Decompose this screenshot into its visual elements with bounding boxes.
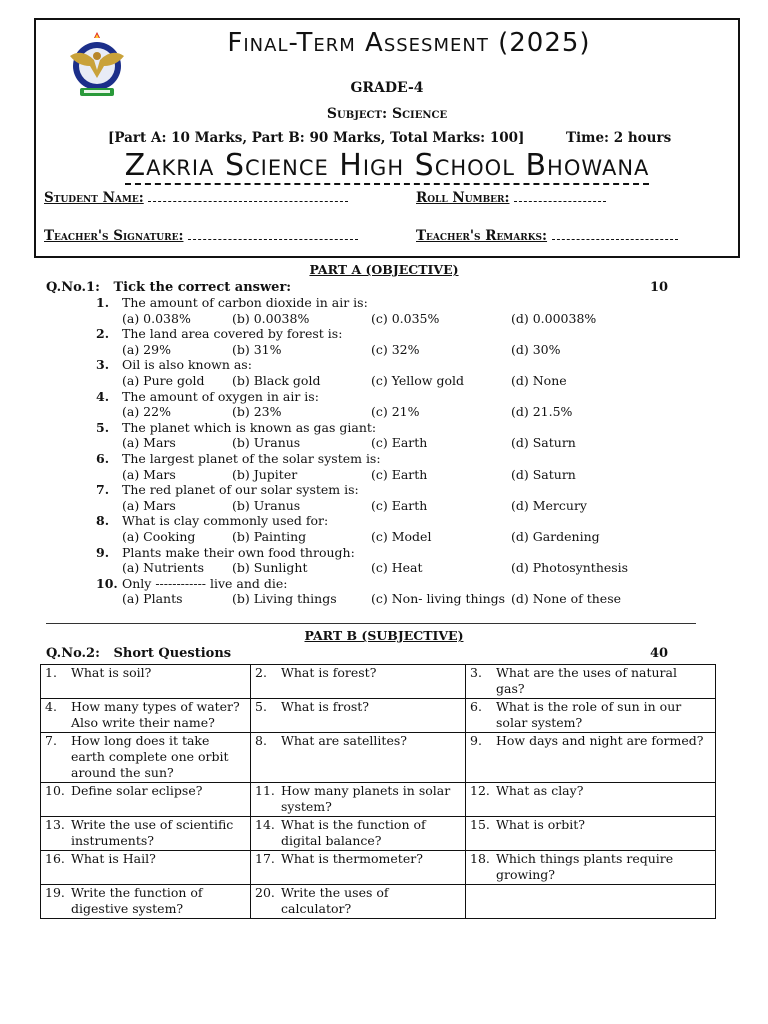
short-question-text: What is orbit? [496,817,585,832]
mcq-options [96,591,656,607]
mcq-options [96,560,656,576]
short-question-number: 4. [45,699,57,714]
short-question-cell [41,817,251,851]
short-question-cell [41,783,251,817]
short-question-text: What are the uses of natural gas? [496,665,677,696]
mcq-option-c[interactable]: (c) Earth [371,435,428,451]
mcq-option-d[interactable]: (d) 30% [511,341,561,357]
school-name [36,148,738,183]
mcq-option-a[interactable]: (a) Pure gold [122,372,205,388]
part-b-question-label: Q.No.2: [46,646,100,661]
mcq-option-c[interactable]: (c) Yellow gold [371,372,465,388]
student-name-blank[interactable] [148,191,348,202]
mcq-option-a[interactable]: (a) 29% [122,341,171,357]
teacher-signature-label: Teacher's Signature: [44,228,184,244]
short-question-number: 18. [470,851,490,866]
mcq-question-number: 6. [96,450,110,466]
mcq-option-b[interactable]: (b) Painting [232,528,307,544]
mcq-question-text: What is clay commonly used for: [122,513,329,529]
short-question-text: What is soil? [71,665,152,680]
mcq-option-c[interactable]: (c) 21% [371,404,420,420]
part-a-question-label: Q.No.1: [46,280,100,295]
mcq-option-a[interactable]: (a) 0.038% [122,310,191,326]
mcq-question [96,545,656,561]
mcq-question-text: The amount of carbon dioxide in air is: [122,295,368,310]
mcq-question-number: 3. [96,357,110,373]
short-question-cell [251,885,466,919]
teacher-remarks-label: Teacher's Remarks: [416,228,548,244]
table-row [41,665,716,699]
mcq-option-d[interactable]: (d) 0.00038% [511,310,597,326]
short-question-cell [41,665,251,699]
short-question-number: 14. [255,817,275,832]
short-question-number: 9. [470,733,482,748]
exam-title: Final-Term Assesment (2025) [227,28,591,58]
mcq-question-number: 10. [96,575,118,591]
short-question-cell [466,733,716,783]
mcq-question-text: The land area covered by forest is: [122,326,343,342]
short-question-number: 2. [255,665,267,680]
teacher-remarks-field [416,228,678,244]
short-question-cell [251,851,466,885]
short-question-text: Write the function of digestive system? [71,885,203,916]
part-a-title: PART A (OBJECTIVE) [309,262,459,277]
short-question-number: 17. [255,851,275,866]
short-question-cell [466,885,716,919]
short-question-number: 13. [45,817,65,832]
short-question-text: Define solar eclipse? [71,783,203,798]
short-question-text: How days and night are formed? [496,733,704,748]
short-question-cell [41,885,251,919]
short-question-cell [41,851,251,885]
table-row [41,733,716,783]
short-question-text: What is the role of sun in our solar system? [496,699,682,730]
mcq-question-number: 5. [96,419,110,435]
section-divider [46,623,696,624]
short-question-cell [466,783,716,817]
mcq-option-d[interactable]: (d) Saturn [511,466,576,482]
teacher-remarks-blank[interactable] [552,229,678,240]
mcq-option-c[interactable]: (c) Earth [371,497,428,513]
mcq-options [96,498,656,514]
short-question-number: 20. [255,885,275,900]
mcq-options [96,529,656,545]
mcq-question-number: 1. [96,295,110,310]
short-question-text: What is thermometer? [281,851,423,866]
mcq-options [96,373,656,389]
mcq-option-c[interactable]: (c) Heat [371,560,423,576]
short-question-text: What is frost? [281,699,370,714]
mcq-question-text: The red planet of our solar system is: [122,482,359,498]
table-row [41,783,716,817]
mcq-question [96,389,656,405]
mcq-question-text: Plants make their own food through: [122,544,355,560]
short-question-cell [251,783,466,817]
mcq-question-number: 4. [96,388,110,404]
short-question-cell [251,733,466,783]
mcq-question-number: 8. [96,513,110,529]
mcq-option-d[interactable]: (d) 21.5% [511,404,573,420]
mcq-option-a[interactable]: (a) Plants [122,591,183,607]
short-question-number: 8. [255,733,267,748]
roll-number-field [416,190,606,206]
mcq-option-d[interactable]: (d) Photosynthesis [511,560,629,576]
mcq-option-a[interactable]: (a) Cooking [122,528,196,544]
short-question-text: What are satellites? [281,733,407,748]
subject-label: Subject: Science [326,106,448,122]
mcq-question [96,513,656,529]
short-question-number: 7. [45,733,57,748]
table-row [41,817,716,851]
short-question-text: What as clay? [496,783,584,798]
mcq-question-number: 2. [96,326,110,342]
short-question-text: What is the function of digital balance? [281,817,426,848]
short-question-cell [466,851,716,885]
student-name-field [44,190,348,206]
mcq-option-d[interactable]: (d) None of these [511,591,622,607]
mcq-list [96,295,656,607]
short-question-number: 16. [45,851,65,866]
mcq-option-a[interactable]: (a) Mars [122,497,176,513]
short-question-number: 1. [45,665,57,680]
mcq-option-a[interactable]: (a) Mars [122,435,176,451]
mcq-question-text: The amount of oxygen in air is: [122,388,319,404]
short-question-number: 15. [470,817,490,832]
roll-number-label: Roll Number: [416,190,510,206]
mcq-option-b[interactable]: (b) Living things [232,591,337,607]
short-question-number: 6. [470,699,482,714]
short-question-number: 19. [45,885,65,900]
mcq-option-c[interactable]: (c) 32% [371,341,420,357]
mcq-options [96,435,656,451]
mcq-option-d[interactable]: (d) None [511,372,567,388]
mcq-options [96,311,656,327]
short-question-text: How many types of water? Also write their name? [71,699,240,730]
mcq-option-a[interactable]: (a) 22% [122,404,171,420]
mcq-option-b[interactable]: (b) Black gold [232,372,321,388]
mcq-option-c[interactable]: (c) Model [371,528,432,544]
part-b-question-heading [46,646,231,661]
mcq-question-number: 9. [96,544,110,560]
mcq-option-c[interactable]: (c) 0.035% [371,310,440,326]
mcq-question-text: The planet which is known as gas giant: [122,419,377,435]
mcq-option-d[interactable]: (d) Saturn [511,435,576,451]
mcq-option-b[interactable]: (b) Uranus [232,435,301,451]
short-question-cell [251,817,466,851]
mcq-option-d[interactable]: (d) Mercury [511,497,587,513]
mcq-question [96,326,656,342]
part-a-question-heading [46,280,291,295]
mcq-option-b[interactable]: (b) 23% [232,404,282,420]
mcq-question-text: The largest planet of the solar system is: [122,450,381,466]
mcq-question-text: Oil is also known as: [122,357,252,373]
mcq-option-b[interactable]: (b) 0.0038% [232,310,310,326]
short-question-text: Write the use of scientific instruments? [71,817,234,848]
mcq-option-b[interactable]: (b) Sunlight [232,560,308,576]
part-a-marks: 10 [650,280,669,295]
mcq-option-b[interactable]: (b) 31% [232,341,282,357]
mcq-option-b[interactable]: (b) Jupiter [232,466,298,482]
school-name-text: Zakria Science High School Bhowana [124,148,650,183]
mcq-options [96,404,656,420]
part-a-instruction: Tick the correct answer: [113,280,292,295]
mcq-options [96,467,656,483]
short-question-text: How many planets in solar system? [281,783,451,814]
table-row [41,851,716,885]
part-b-instruction: Short Questions [113,646,232,661]
mcq-question-number: 7. [96,482,110,498]
short-question-number: 3. [470,665,482,680]
mcq-question [96,420,656,436]
short-question-number: 12. [470,783,490,798]
short-question-cell [466,699,716,733]
mcq-question [96,295,656,311]
mcq-question-text: Only ------------ live and die: [122,575,288,591]
short-question-text: What is forest? [281,665,377,680]
short-question-cell [41,699,251,733]
mcq-option-b[interactable]: (b) Uranus [232,497,301,513]
mcq-options [96,342,656,358]
grade-label: GRADE-4 [350,80,424,96]
mcq-question [96,482,656,498]
mcq-option-a[interactable]: (a) Nutrients [122,560,205,576]
marks-info: [Part A: 10 Marks, Part B: 90 Marks, Total Marks: 100] [108,130,525,146]
short-question-text: How long does it take earth complete one orbit around the sun? [71,733,229,780]
short-question-cell [41,733,251,783]
roll-number-blank[interactable] [514,191,606,202]
table-row [41,699,716,733]
short-questions-table [40,664,716,919]
short-question-cell [466,665,716,699]
short-question-cell [251,665,466,699]
mcq-question [96,357,656,373]
mcq-option-a[interactable]: (a) Mars [122,466,176,482]
teacher-signature-field [44,228,358,244]
exam-header [34,18,740,258]
short-question-text: What is Hail? [71,851,156,866]
short-question-text: Which things plants require growing? [496,851,674,882]
short-question-text: Write the uses of calculator? [281,885,389,916]
mcq-question [96,451,656,467]
short-question-number: 10. [45,783,65,798]
short-question-number: 5. [255,699,267,714]
teacher-signature-blank[interactable] [188,229,358,240]
mcq-option-c[interactable]: (c) Earth [371,466,428,482]
mcq-option-d[interactable]: (d) Gardening [511,528,600,544]
time-label: Time: 2 hours [566,130,672,146]
short-question-cell [251,699,466,733]
short-question-number: 11. [255,783,275,798]
mcq-option-c[interactable]: (c) Non- living things [371,591,506,607]
part-b-title: PART B (SUBJECTIVE) [304,628,464,643]
student-name-label: Student Name: [44,190,144,206]
table-row [41,885,716,919]
mcq-question [96,576,656,592]
part-b-marks: 40 [650,646,669,661]
short-question-cell [466,817,716,851]
